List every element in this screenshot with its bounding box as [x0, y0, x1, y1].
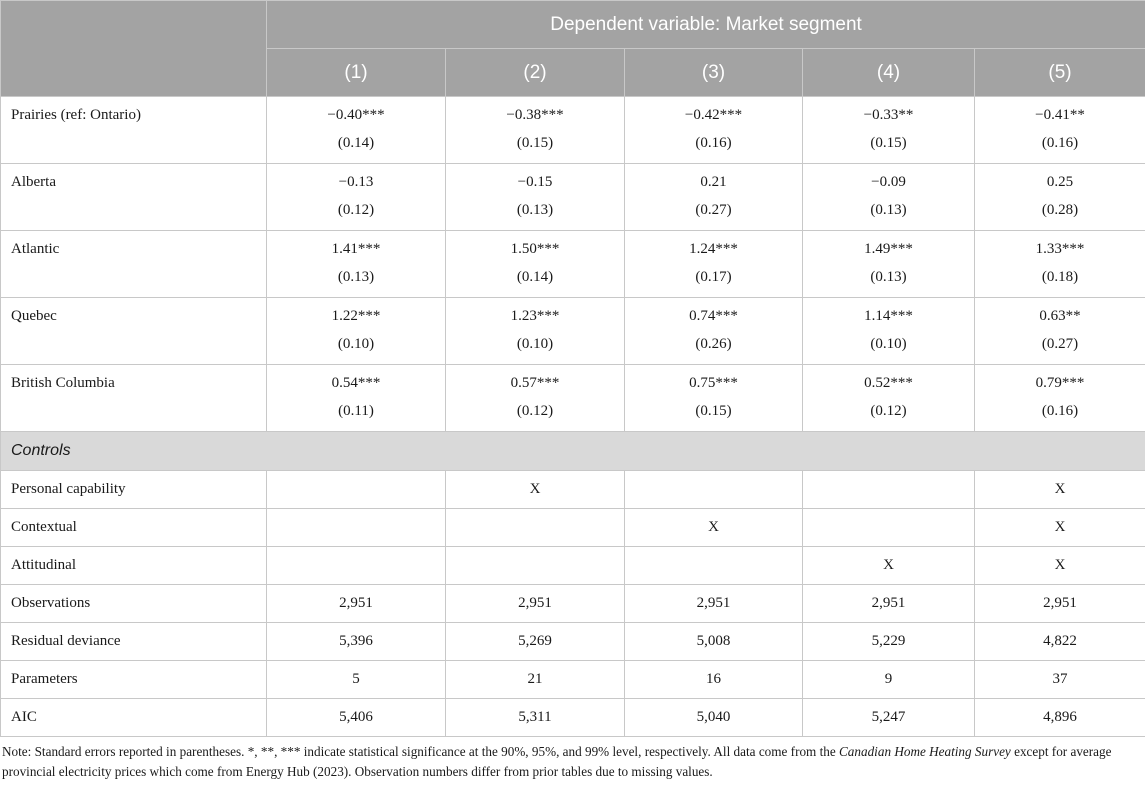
statistic-value: 2,951 — [975, 585, 1145, 623]
standard-error-value: (0.16) — [695, 135, 732, 151]
column-header-4: (4) — [803, 49, 975, 97]
coefficient-cell — [803, 231, 975, 298]
statistic-value: 2,951 — [625, 585, 803, 623]
statistic-value: 5,008 — [625, 623, 803, 661]
standard-error-value: (0.13) — [337, 269, 375, 285]
statistic-value: 2,951 — [267, 585, 446, 623]
coefficient-row — [1, 231, 1145, 298]
row-label: Observations — [1, 585, 267, 623]
note-survey-name: Canadian Home Heating Survey — [839, 744, 1011, 759]
control-mark-cell: X — [446, 471, 625, 509]
estimate-value: 0.57*** — [510, 375, 560, 391]
control-row — [1, 471, 1145, 509]
standard-error-value: (0.26) — [695, 336, 732, 352]
estimate-value: 0.54*** — [331, 375, 381, 391]
estimate-value: 1.23*** — [510, 308, 560, 324]
standard-error-value: (0.13) — [870, 202, 907, 218]
estimate-value: 1.50*** — [510, 241, 560, 257]
estimate-value: 1.49*** — [864, 241, 913, 257]
standard-error-value: (0.16) — [1041, 135, 1079, 151]
coefficient-row — [1, 164, 1145, 231]
standard-error-value: (0.18) — [1041, 269, 1079, 285]
statistic-value: 16 — [625, 661, 803, 699]
estimate-value: −0.38*** — [506, 107, 564, 123]
table-header — [1, 1, 1145, 97]
coefficient-cell — [446, 164, 625, 231]
standard-error-value: (0.11) — [338, 403, 374, 419]
estimate-value: 1.33*** — [1035, 241, 1085, 257]
statistic-value: 5,311 — [446, 699, 625, 737]
control-row — [1, 547, 1145, 585]
coefficient-cell — [267, 164, 446, 231]
coefficient-cell — [267, 97, 446, 164]
column-header-2: (2) — [446, 49, 625, 97]
coefficient-cell — [803, 164, 975, 231]
statistic-value: 4,896 — [975, 699, 1145, 737]
estimate-value: −0.41** — [1035, 107, 1085, 123]
estimate-value: −0.33** — [863, 107, 914, 123]
estimate-value: 0.21 — [700, 174, 727, 190]
standard-error-value: (0.14) — [337, 135, 375, 151]
control-mark-cell — [803, 471, 975, 509]
coefficient-cell — [446, 298, 625, 365]
standard-error-value: (0.14) — [516, 269, 554, 285]
control-row — [1, 509, 1145, 547]
estimate-value: 0.25 — [1046, 174, 1074, 190]
standard-error-value: (0.28) — [1041, 202, 1079, 218]
estimate-value: 0.52*** — [864, 375, 913, 391]
statistic-value: 5,247 — [803, 699, 975, 737]
statistic-value: 2,951 — [446, 585, 625, 623]
control-mark-cell: X — [625, 509, 803, 547]
statistic-value: 4,822 — [975, 623, 1145, 661]
row-label-text: Quebec — [11, 308, 57, 324]
estimate-value: 1.24*** — [689, 241, 738, 257]
standard-error-value: (0.12) — [870, 403, 907, 419]
coefficient-row — [1, 97, 1145, 164]
standard-error-value: (0.15) — [870, 135, 907, 151]
control-mark-cell — [446, 547, 625, 585]
statistic-value: 5,396 — [267, 623, 446, 661]
row-label — [1, 231, 267, 298]
row-label: Personal capability — [1, 471, 267, 509]
estimate-value: −0.42*** — [684, 107, 743, 123]
column-header-5: (5) — [975, 49, 1145, 97]
estimate-value: 0.75*** — [689, 375, 738, 391]
coefficient-cell — [625, 298, 803, 365]
row-label-text: Alberta — [11, 174, 56, 190]
control-mark-cell — [267, 547, 446, 585]
statistic-value: 37 — [975, 661, 1145, 699]
standard-error-value: (0.13) — [516, 202, 554, 218]
statistic-row — [1, 699, 1145, 737]
standard-error-value: (0.27) — [695, 202, 732, 218]
control-mark-cell: X — [975, 471, 1145, 509]
table-note — [2, 742, 1142, 782]
coefficient-cell — [446, 231, 625, 298]
control-mark-cell — [625, 471, 803, 509]
coefficient-cell — [975, 164, 1145, 231]
row-label-text: Prairies (ref: Ontario) — [11, 107, 141, 123]
estimate-value: −0.09 — [871, 174, 906, 190]
row-label — [1, 298, 267, 365]
control-mark-cell — [625, 547, 803, 585]
coefficient-row — [1, 365, 1145, 432]
coefficient-cell — [625, 365, 803, 432]
statistic-value: 5,040 — [625, 699, 803, 737]
row-label — [1, 97, 267, 164]
estimate-value: −0.40*** — [327, 107, 385, 123]
statistic-row — [1, 585, 1145, 623]
statistic-value: 5,269 — [446, 623, 625, 661]
standard-error-value: (0.27) — [1041, 336, 1079, 352]
control-mark-cell: X — [975, 547, 1145, 585]
coefficient-cell — [975, 298, 1145, 365]
controls-heading: Controls — [1, 432, 1145, 471]
control-mark-cell — [803, 509, 975, 547]
row-label: Parameters — [1, 661, 267, 699]
coefficient-cell — [267, 365, 446, 432]
standard-error-value: (0.10) — [337, 336, 375, 352]
estimate-value: −0.13 — [338, 174, 374, 190]
statistic-value: 5,229 — [803, 623, 975, 661]
coefficient-cell — [267, 298, 446, 365]
statistic-value: 21 — [446, 661, 625, 699]
coefficient-cell — [975, 231, 1145, 298]
estimate-value: 1.41*** — [331, 241, 381, 257]
standard-error-value: (0.10) — [870, 336, 907, 352]
coefficient-cell — [446, 365, 625, 432]
control-mark-cell — [267, 509, 446, 547]
header-corner — [1, 1, 267, 97]
coefficient-cell — [625, 231, 803, 298]
estimate-value: 0.74*** — [689, 308, 738, 324]
standard-error-value: (0.17) — [695, 269, 732, 285]
dependent-variable-header: Dependent variable: Market segment — [267, 1, 1145, 49]
row-label: Attitudinal — [1, 547, 267, 585]
row-label-text: British Columbia — [11, 375, 115, 391]
controls-section — [1, 432, 1145, 471]
control-mark-cell: X — [975, 509, 1145, 547]
column-header-3: (3) — [625, 49, 803, 97]
coefficient-cell — [625, 97, 803, 164]
estimate-value: 1.14*** — [864, 308, 913, 324]
coefficient-rows — [1, 97, 1145, 432]
coefficient-cell — [625, 164, 803, 231]
row-label: Contextual — [1, 509, 267, 547]
row-label — [1, 164, 267, 231]
statistic-row — [1, 623, 1145, 661]
row-label — [1, 365, 267, 432]
standard-error-value: (0.16) — [1041, 403, 1079, 419]
control-mark-cell — [267, 471, 446, 509]
coefficient-cell — [803, 365, 975, 432]
statistics-rows — [1, 585, 1145, 737]
statistic-value: 2,951 — [803, 585, 975, 623]
row-label: Residual deviance — [1, 623, 267, 661]
note-text-1: Note: Standard errors reported in parentheses. *, **, *** indicate statistical significance at the 90%, 95%, and 99% level, respectively. All data come from the — [2, 744, 840, 759]
standard-error-value: (0.12) — [337, 202, 375, 218]
note-text-2: except for average provincial electricity prices which come from Energy Hub (2023). Observation numbers differ from prior tables due to missing values. — [2, 744, 1112, 779]
coefficient-cell — [803, 298, 975, 365]
statistic-value: 9 — [803, 661, 975, 699]
standard-error-value: (0.15) — [695, 403, 732, 419]
coefficient-row — [1, 298, 1145, 365]
column-header-1: (1) — [267, 49, 446, 97]
control-rows — [1, 471, 1145, 585]
estimate-value: −0.15 — [517, 174, 553, 190]
control-mark-cell — [446, 509, 625, 547]
coefficient-cell — [975, 97, 1145, 164]
estimate-value: 1.22*** — [331, 308, 381, 324]
estimate-value: 0.79*** — [1035, 375, 1085, 391]
coefficient-cell — [446, 97, 625, 164]
control-mark-cell: X — [803, 547, 975, 585]
statistic-value: 5 — [267, 661, 446, 699]
coefficient-cell — [803, 97, 975, 164]
estimate-value: 0.63** — [1039, 308, 1081, 324]
standard-error-value: (0.15) — [516, 135, 554, 151]
statistic-row — [1, 661, 1145, 699]
standard-error-value: (0.12) — [516, 403, 554, 419]
row-label: AIC — [1, 699, 267, 737]
coefficient-cell — [975, 365, 1145, 432]
statistic-value: 5,406 — [267, 699, 446, 737]
coefficient-cell — [267, 231, 446, 298]
row-label-text: Atlantic — [11, 241, 60, 257]
standard-error-value: (0.10) — [516, 336, 554, 352]
standard-error-value: (0.13) — [870, 269, 907, 285]
